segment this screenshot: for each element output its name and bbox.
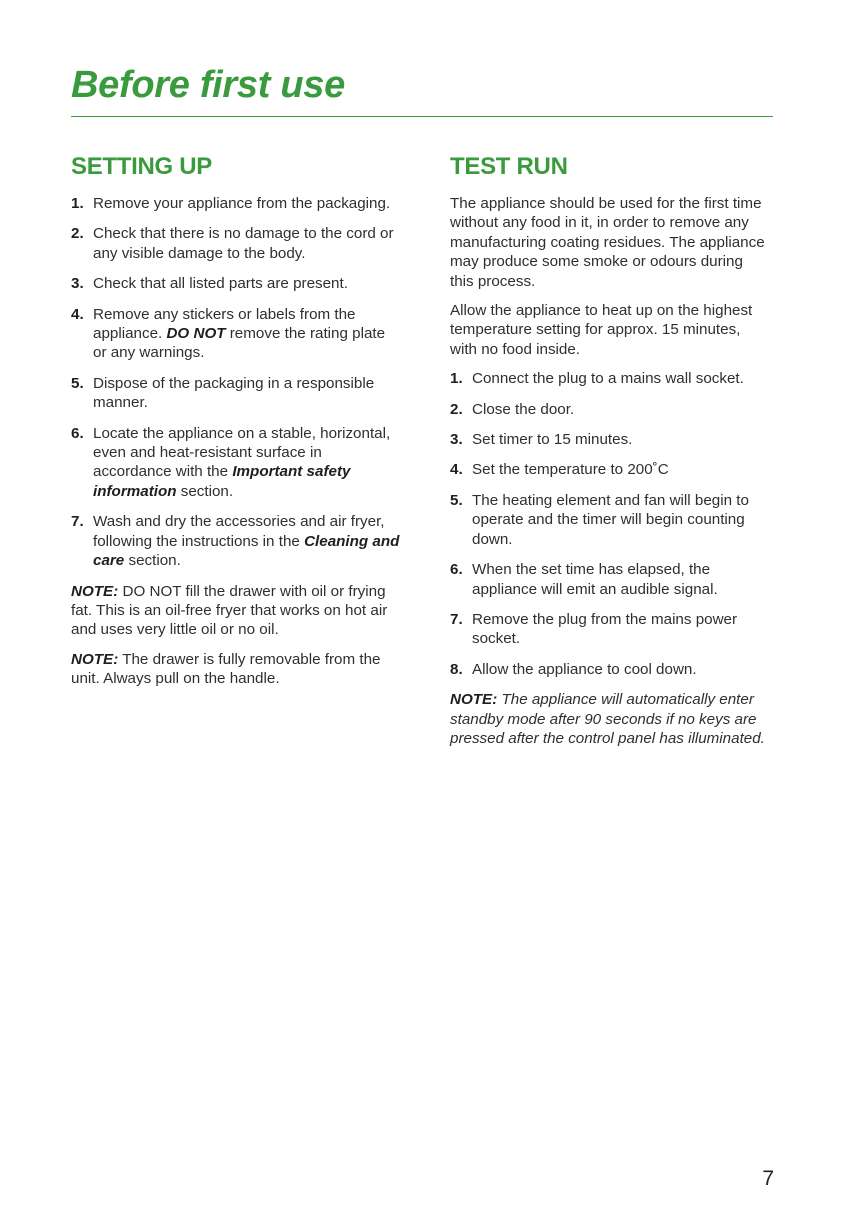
step-text: Check that all listed parts are present. [93, 275, 348, 293]
list-item [71, 512, 401, 570]
list-item [71, 374, 401, 413]
list-item [71, 424, 401, 502]
step-text: Set the temperature to 200˚C [472, 461, 669, 479]
list-item [71, 224, 401, 263]
step-number: 4. [450, 461, 463, 479]
note-text: The appliance will automatically enter standby mode after 90 seconds if no keys are pressed after the control panel has illuminated. [450, 691, 765, 747]
list-item [450, 400, 770, 419]
step-number: 6. [450, 561, 463, 579]
step-number: 1. [71, 195, 84, 212]
test-run-section [450, 152, 770, 758]
step-text-pre: Locate the appliance on a stable, horizontal, even and heat-resistant surface in accordance with the [93, 424, 391, 481]
step-text: Connect the plug to a mains wall socket. [472, 370, 744, 388]
step-number: 6. [71, 424, 84, 442]
note-label: NOTE: [450, 691, 498, 709]
page-title: Before first use [71, 64, 345, 106]
step-text: Remove the plug from the mains power socket. [472, 610, 738, 648]
note-standby [450, 690, 770, 748]
test-run-heat-instruction: Allow the appliance to heat up on the highest temperature setting for approx. 15 minutes, with no food inside. [450, 302, 753, 358]
step-text: Close the door. [472, 400, 575, 418]
step-number: 3. [71, 275, 84, 293]
test-run-steps [450, 369, 770, 679]
step-text-post: section. [176, 482, 234, 500]
note-label: NOTE: [71, 582, 119, 600]
step-text-pre: Wash and dry the accessories and air fryer, following the instructions in the [93, 513, 385, 550]
step-text: When the set time has elapsed, the appliance will emit an audible signal. [472, 561, 718, 598]
step-number: 5. [71, 374, 84, 392]
setting-up-section [71, 152, 401, 699]
step-emphasis: Cleaning and care [93, 532, 400, 570]
list-item [450, 369, 770, 388]
setting-up-steps [71, 194, 401, 571]
setting-up-heading: SETTING UP [71, 153, 213, 180]
note-oil [71, 582, 401, 640]
step-text: Set timer to 15 minutes. [472, 431, 633, 449]
list-item [450, 460, 770, 479]
step-text: The heating element and fan will begin to operate and the timer will begin counting down. [472, 491, 749, 548]
list-item [450, 560, 770, 599]
step-number: 1. [450, 370, 463, 388]
list-item [450, 430, 770, 449]
step-number: 7. [71, 513, 84, 531]
note-text: The drawer is fully removable from the unit. Always pull on the handle. [71, 650, 381, 688]
list-item [71, 194, 401, 213]
list-item [450, 610, 770, 649]
note-text: DO NOT fill the drawer with oil or frying fat. This is an oil-free fryer that works on hot air and uses very little oil or no oil. [71, 582, 388, 639]
step-emphasis: Important safety information [93, 463, 351, 500]
title-divider [71, 116, 773, 117]
step-text: Dispose of the packaging in a responsible manner. [93, 374, 375, 412]
list-item [450, 491, 770, 549]
note-label: NOTE: [71, 650, 119, 668]
step-number: 5. [450, 491, 463, 509]
step-number: 2. [71, 225, 84, 243]
list-item [71, 305, 401, 363]
step-number: 3. [450, 431, 463, 449]
list-item [71, 274, 401, 293]
step-text: Check that there is no damage to the cord or any visible damage to the body. [93, 225, 394, 262]
step-text: Remove your appliance from the packaging. [93, 195, 391, 212]
step-text-pre: Remove any stickers or labels from the appliance. [93, 305, 356, 343]
step-number: 7. [450, 610, 463, 628]
page-number: 7 [762, 1167, 774, 1190]
step-number: 2. [450, 400, 463, 418]
test-run-intro: The appliance should be used for the first time without any food in it, in order to remove any manufacturing coating residues. The appliance may produce some smoke or odours during this process. [450, 195, 765, 290]
step-text-post: section. [124, 552, 181, 570]
step-text: Allow the appliance to cool down. [472, 660, 697, 678]
note-drawer [71, 650, 401, 689]
step-number: 8. [450, 660, 463, 678]
step-text-post: remove the rating plate or any warnings. [93, 325, 386, 362]
step-emphasis: DO NOT [166, 325, 226, 343]
list-item [450, 660, 770, 679]
step-number: 4. [71, 305, 84, 323]
test-run-heading: TEST RUN [450, 153, 568, 180]
